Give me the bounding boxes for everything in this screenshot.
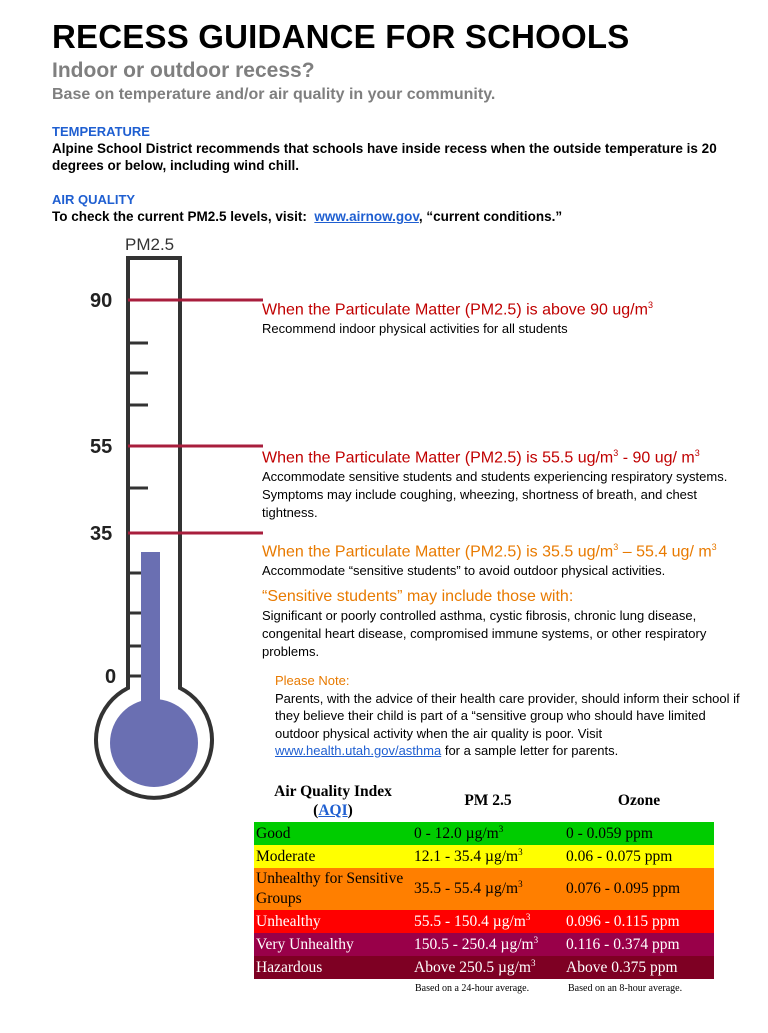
aqi-header: Air Quality Index (AQI) [274, 783, 392, 819]
aqi-ozone-range: 0 - 0.059 ppm [566, 824, 653, 842]
level-high-text: Recommend indoor physical activities for all students [262, 321, 568, 337]
aqi-row [254, 956, 714, 979]
level-mid-heading: When the Particulate Matter (PM2.5) is 55.5 $ug/m^3 - 90$ ug/ $m^3$ [262, 448, 700, 467]
thermometer-bulb [110, 699, 198, 787]
aqi-row [254, 822, 714, 845]
aqi-ozone-range: Above 0.375 ppm [566, 958, 678, 976]
sensitive-heading: “Sensitive students” may include those with: [262, 588, 574, 605]
level-low-text: Accommodate “sensitive students” to avoid outdoor physical activities. [262, 563, 666, 579]
aqi-pm-range: 150.5 - 250.4 $\mu g/m^3$ [414, 934, 539, 954]
level-high-heading: When the Particulate Matter (PM2.5) is above 90 $ug/m^3$ [262, 300, 653, 319]
pm25-thermometer [80, 228, 265, 808]
tick-label-55: 55 [90, 436, 113, 458]
aqi-pm-range: 35.5 - 55.4 $\mu g/m^3$ [414, 879, 523, 898]
tick-label-90: 90 [90, 290, 113, 312]
tick-label-0: 0 [105, 666, 117, 688]
aqi-ozone-range: 0.06 - 0.075 ppm [566, 847, 673, 865]
level-low-heading: When the Particulate Matter (PM2.5) is 35.5 $ug/m^3 - 55.4$ ug/ $m^3$ [262, 542, 717, 561]
page-subtitle-secondary: Base on temperature and/or air quality in your community. [52, 86, 496, 103]
sensitive-text: Significant or poorly controlled asthma, cystic fibrosis, chronic lung disease, congenital heart disease, compromised immune systems, or other respiratory problems. [262, 608, 707, 659]
aqi-ozone-range: 0.076 - 0.095 ppm [566, 880, 681, 897]
health-utah-link[interactable]: www.health.utah.gov/asthma [275, 743, 442, 758]
aqi-row [254, 933, 714, 956]
tick-label-35: 35 [90, 523, 113, 545]
thermometer-fill [141, 552, 160, 710]
aqi-category: Unhealthy for Sensitive Groups [256, 870, 404, 907]
aqi-row [254, 910, 714, 933]
please-note [275, 672, 745, 760]
aqi-ozone-range: 0.096 - 0.115 ppm [566, 912, 680, 930]
aqi-pm-range: Above 250.5 $\mu g/m^3$ [414, 957, 536, 977]
please-note-text: Parents, with the advice of their health care provider, should inform their school if they believe their child is part of a “sensitive group who should have limited outdoor physical activity when the air quality is poor. Visit www.health.utah.gov/asthma for a sample letter for parents. [275, 690, 740, 758]
ozone-header: Ozone [617, 792, 661, 809]
airnow-link[interactable]: www.airnow.gov [314, 209, 419, 224]
level-high [262, 295, 742, 338]
aqi-pm-range: 12.1 - 35.4 $\mu g/m^3$ [414, 846, 523, 866]
aqi-category: Good [256, 824, 291, 842]
sensitive-students [262, 587, 742, 661]
footnote-pm: Based on a 24-hour average. [415, 983, 530, 994]
page-title: RECESS GUIDANCE FOR SCHOOLS [52, 18, 630, 55]
pm25-header: PM 2.5 [464, 792, 512, 809]
level-mid [262, 443, 742, 522]
aqi-pm-range: 55.5 - 150.4 $\mu g/m^3$ [414, 911, 531, 931]
level-mid-text: Accommodate sensitive students and students experiencing respiratory systems. Symptoms may include coughing, wheezing, shortness of breath, and chest tightness. [262, 469, 728, 521]
air-quality-text-before: To check the current PM2.5 levels, visit: [52, 209, 307, 224]
air-quality-text [52, 208, 562, 225]
aqi-pm-range: 0 - 12.0 $\mu g/m^3$ [414, 823, 504, 843]
aqi-category: Moderate [256, 847, 316, 865]
aqi-ozone-range: 0.116 - 0.374 ppm [566, 935, 680, 953]
temperature-text: Alpine School District recommends that schools have inside recess when the outside temperature is 20 degrees or below, including wind chill. [52, 141, 717, 173]
please-note-title: Please Note: [275, 673, 350, 688]
air-quality-text-after: , “current conditions.” [418, 209, 563, 224]
aqi-row [254, 845, 714, 868]
aqi-category: Very Unhealthy [256, 935, 354, 953]
aqi-category: Unhealthy [256, 912, 321, 930]
page-subtitle: Indoor or outdoor recess? [52, 59, 315, 82]
air-quality-heading: AIR QUALITY [52, 192, 136, 207]
temperature-heading: TEMPERATURE [52, 124, 150, 139]
footnote-ozone: Based on an 8-hour average. [568, 983, 683, 994]
aqi-header-row [254, 780, 714, 822]
aqi-link[interactable]: AQI [318, 802, 348, 819]
level-low [262, 537, 742, 580]
aqi-table [254, 780, 714, 979]
aqi-category: Hazardous [256, 958, 323, 976]
aqi-row [254, 868, 714, 910]
thermometer-label: PM2.5 [125, 235, 175, 254]
